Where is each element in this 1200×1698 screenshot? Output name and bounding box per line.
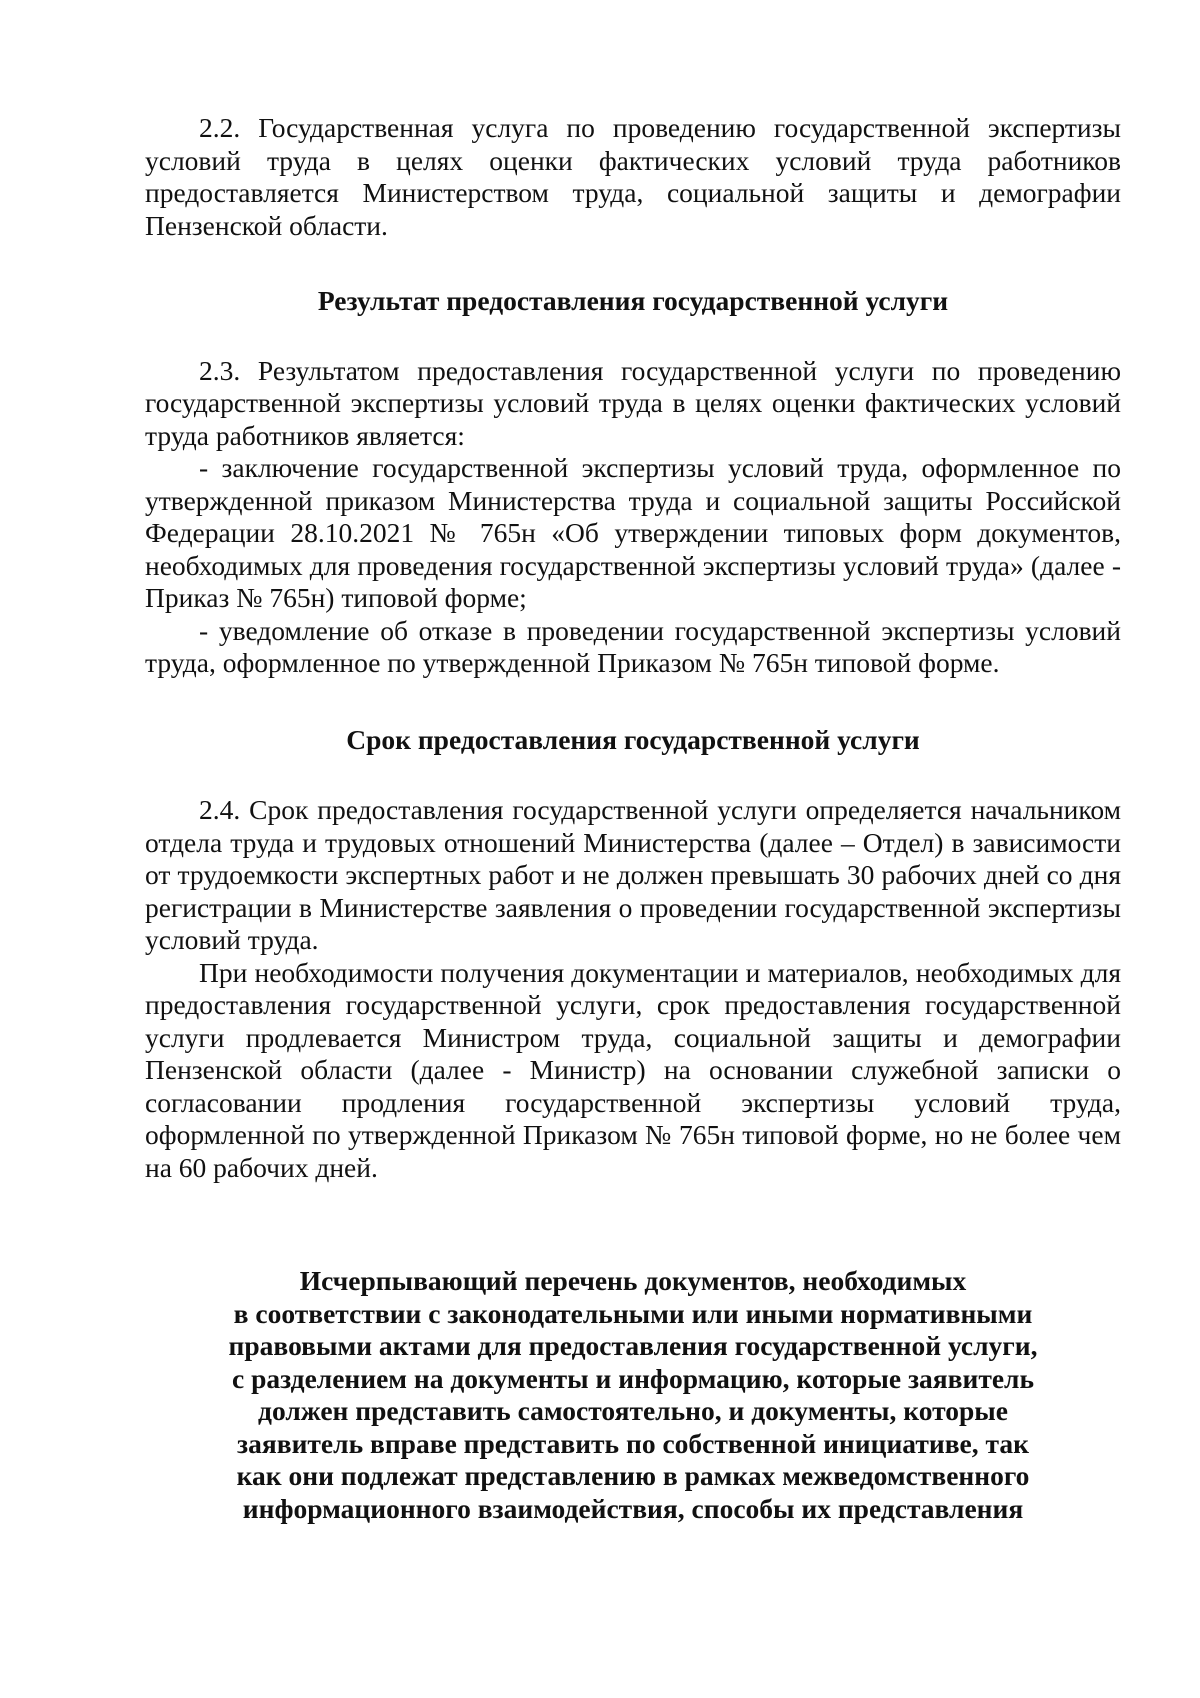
section-heading-documents: [145, 1265, 1121, 1525]
heading-line: с разделением на документы и информацию, которые заявитель: [231, 1362, 1035, 1394]
heading-line: информационного взаимодействия, способы их представления: [242, 1492, 1024, 1524]
section-heading-result: Результат предоставления государственной услуги: [317, 285, 949, 316]
paragraph-2-2: 2.2. Государственная услуга по проведению государственной экспертизы условий труда в целях оценки фактических условий труда работников предоставляется Министерством труда, социальной защиты и демографии Пензенской области.: [145, 112, 1121, 241]
document-body: [145, 112, 1121, 1525]
paragraph-2-3-item-conclusion: - заключение государственной экспертизы условий труда, оформленное по утвержденной приказом Министерства труда и социальной защиты Российской Федерации 28.10.2021 № 765н «Об утверждении типовых форм документов, необходимых для проведения государственной экспертизы условий труда» (далее - Приказ № 765н) типовой форме;: [145, 452, 1121, 613]
paragraph-2-4: 2.4. Срок предоставления государственной услуги определяется начальником отдела труда и трудовых отношений Министерства (далее – Отдел) в зависимости от трудоемкости экспертных работ и не должен превышать 30 рабочих дней со дня регистрации в Министерстве заявления о проведении государственной экспертизы условий труда.: [145, 794, 1121, 955]
heading-line: в соответствии с законодательными или иными нормативными: [233, 1297, 1033, 1329]
heading-line: Исчерпывающий перечень документов, необходимых: [299, 1265, 967, 1296]
paragraph-2-4-extension: При необходимости получения документации и материалов, необходимых для предоставления государственной услуги, срок предоставления государственной услуги продлевается Министром труда, социальной защиты и демографии Пензенской области (далее - Министр) на основании служебной записки о согласовании продления государственной экспертизы условий труда, оформленной по утвержденной Приказом № 765н типовой форме, но не более чем на 60 рабочих дней.: [145, 956, 1121, 1183]
heading-line: заявитель вправе представить по собственной инициативе, так: [237, 1427, 1029, 1459]
paragraph-2-3-item-refusal: - уведомление об отказе в проведении государственной экспертизы условий труда, оформленное по утвержденной Приказом № 765н типовой форме.: [145, 614, 1121, 678]
heading-line: должен представить самостоятельно, и документы, которые: [258, 1395, 1008, 1426]
paragraph-2-3: 2.3. Результатом предоставления государственной услуги по проведению государственной экспертизы условий труда в целях оценки фактических условий труда работников является:: [145, 354, 1121, 451]
heading-line: как они подлежат представлению в рамках межведомственного: [236, 1460, 1030, 1491]
heading-line: правовыми актами для предоставления государственной услуги,: [228, 1330, 1038, 1361]
section-heading-term: Срок предоставления государственной услуги: [346, 723, 920, 755]
